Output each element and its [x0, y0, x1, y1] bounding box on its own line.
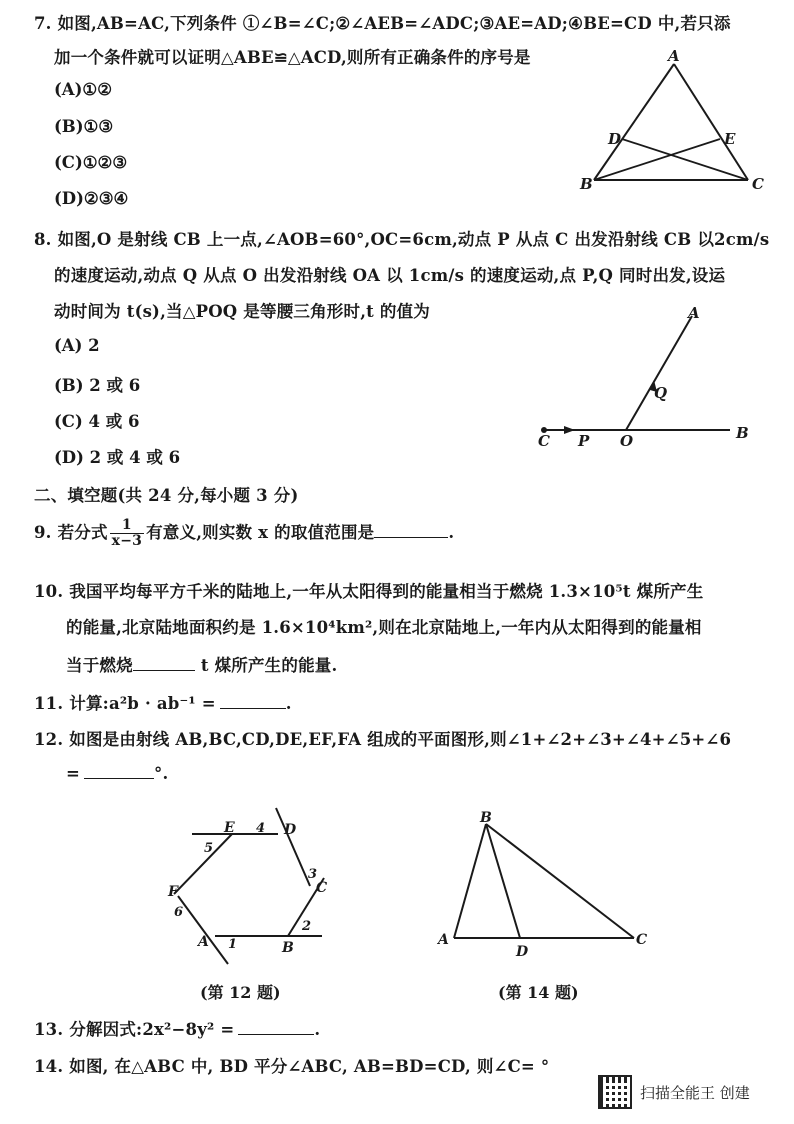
q12-label-f: F	[168, 884, 178, 900]
q9-frac-den: x−3	[111, 533, 143, 549]
q12-line1: 12. 如图是由射线 AB,BC,CD,DE,EF,FA 组成的平面图形,则∠1+∠2+∠3+∠4+∠5+∠6	[34, 730, 732, 749]
q8-label-p: P	[578, 432, 590, 450]
q14-side-ab	[454, 824, 486, 938]
q12-label-a: A	[198, 934, 209, 950]
q8-figure	[530, 300, 770, 450]
q14-cutoff-line	[34, 1050, 614, 1076]
q13-prefix: 13. 分解因式:2x²−8y² =	[34, 1020, 235, 1039]
q14-label-a: A	[438, 932, 449, 948]
q12-figure	[140, 800, 360, 970]
q12-angle-4: 4	[256, 821, 266, 836]
q12-angle-5: 5	[204, 841, 214, 856]
q7-option-a: (A)①②	[54, 80, 112, 99]
qr-code-icon	[598, 1075, 632, 1109]
q12-label-c: C	[316, 880, 328, 896]
q8-label-b: B	[736, 424, 749, 442]
q14-label-b: B	[480, 810, 492, 826]
q11-line	[34, 690, 292, 714]
q12-ray-fa	[178, 896, 228, 964]
q12-label-d: D	[284, 822, 297, 838]
q8-line2: 的速度运动,动点 Q 从点 O 出发沿射线 OA 以 1cm/s 的速度运动,点 P,Q 同时出发,设运	[54, 266, 726, 285]
q7-side-ab	[594, 64, 674, 180]
q10-line3-suffix: t 煤所产生的能量.	[200, 656, 338, 675]
q13-line	[34, 1016, 320, 1040]
q8-ray-oa	[626, 316, 692, 430]
q12-caption: (第 12 题)	[200, 983, 281, 1002]
q11-prefix: 11. 计算:a²b · ab⁻¹ =	[34, 694, 216, 713]
q14-caption: (第 14 题)	[498, 983, 579, 1002]
q7-option-d: (D)②③④	[54, 189, 129, 208]
q14-label-d: D	[516, 944, 529, 960]
q7-line2: 加一个条件就可以证明△ABE≌△ACD,则所有正确条件的序号是	[54, 48, 531, 67]
q13-answer-blank[interactable]	[238, 1020, 314, 1035]
q12-angle-1: 1	[228, 937, 238, 952]
q9-fraction	[110, 518, 144, 549]
q11-answer-blank[interactable]	[220, 694, 286, 709]
q9-answer-blank[interactable]	[374, 523, 448, 538]
scanner-watermark	[598, 1074, 750, 1110]
q7-figure	[570, 47, 780, 200]
q8-option-b: (B) 2 或 6	[54, 376, 141, 395]
q8-option-a: (A) 2	[54, 336, 100, 355]
q14-side-bc	[486, 824, 634, 938]
q10-line3-prefix: 当于燃烧	[66, 656, 133, 675]
q7-label-b: B	[580, 175, 593, 193]
q8-label-c: C	[538, 432, 550, 450]
q12-angle-6: 6	[174, 905, 184, 920]
q9-line	[34, 518, 454, 549]
q12-angle-2: 2	[302, 919, 312, 934]
q12-label-e: E	[224, 820, 235, 836]
q8-line3: 动时间为 t(s),当△POQ 是等腰三角形时,t 的值为	[54, 302, 431, 321]
q7-option-c: (C)①②③	[54, 153, 128, 172]
q8-line1: 8. 如图,O 是射线 CB 上一点,∠AOB=60°,OC=6cm,动点 P 从点 C 出发沿射线 CB 以2cm/s	[34, 230, 770, 249]
q8-label-q: Q	[654, 384, 668, 402]
q12-ray-cd	[276, 808, 310, 886]
q7-label-a: A	[668, 47, 680, 65]
q10-line3	[66, 652, 337, 676]
q8-option-c: (C) 4 或 6	[54, 412, 140, 431]
q12-line2	[66, 764, 168, 783]
q12-line2-prefix: =	[66, 764, 81, 783]
q7-line1: 7. 如图,AB=AC,下列条件 ①∠B=∠C;②∠AEB=∠ADC;③AE=AD;④BE=CD 中,若只添	[34, 14, 731, 33]
q7-label-e: E	[724, 130, 736, 148]
watermark-text: 扫描全能王 创建	[640, 1083, 750, 1102]
q12-angle-3: 3	[308, 867, 318, 882]
q9-prefix: 9. 若分式	[34, 523, 108, 542]
q8-option-d: (D) 2 或 4 或 6	[54, 448, 181, 467]
q14-figure	[430, 810, 660, 960]
q9-frac-num: 1	[110, 518, 144, 534]
q14-text: 14. 如图, 在△ABC 中, BD 平分∠ABC, AB=BD=CD, 则∠C= °	[34, 1057, 550, 1076]
q12-ray-ef	[174, 834, 232, 894]
q12-label-b: B	[282, 940, 294, 956]
q11-end: .	[285, 694, 292, 713]
q12-answer-blank[interactable]	[84, 764, 154, 779]
q7-side-ac	[674, 64, 748, 180]
q9-end: .	[448, 523, 455, 542]
q8-arrow-p	[564, 426, 575, 434]
q8-label-o: O	[620, 432, 634, 450]
q10-answer-blank[interactable]	[133, 656, 195, 671]
q7-label-d: D	[608, 130, 622, 148]
q12-line2-suffix: °.	[154, 764, 169, 783]
q7-option-b: (B)①③	[54, 117, 114, 136]
q9-suffix: 有意义,则实数 x 的取值范围是	[146, 523, 375, 542]
q13-end: .	[314, 1020, 321, 1039]
q8-label-a: A	[688, 304, 700, 322]
q14-segment-bd	[486, 824, 520, 938]
q14-label-c: C	[636, 932, 648, 948]
q10-line2: 的能量,北京陆地面积约是 1.6×10⁴km²,则在北京陆地上,一年内从太阳得到的能量相	[66, 618, 702, 637]
q7-label-c: C	[752, 175, 764, 193]
q10-line1: 10. 我国平均每平方千米的陆地上,一年从太阳得到的能量相当于燃烧 1.3×10⁵t 煤所产生	[34, 582, 704, 601]
section2-title: 二、填空题(共 24 分,每小题 3 分)	[34, 486, 299, 505]
